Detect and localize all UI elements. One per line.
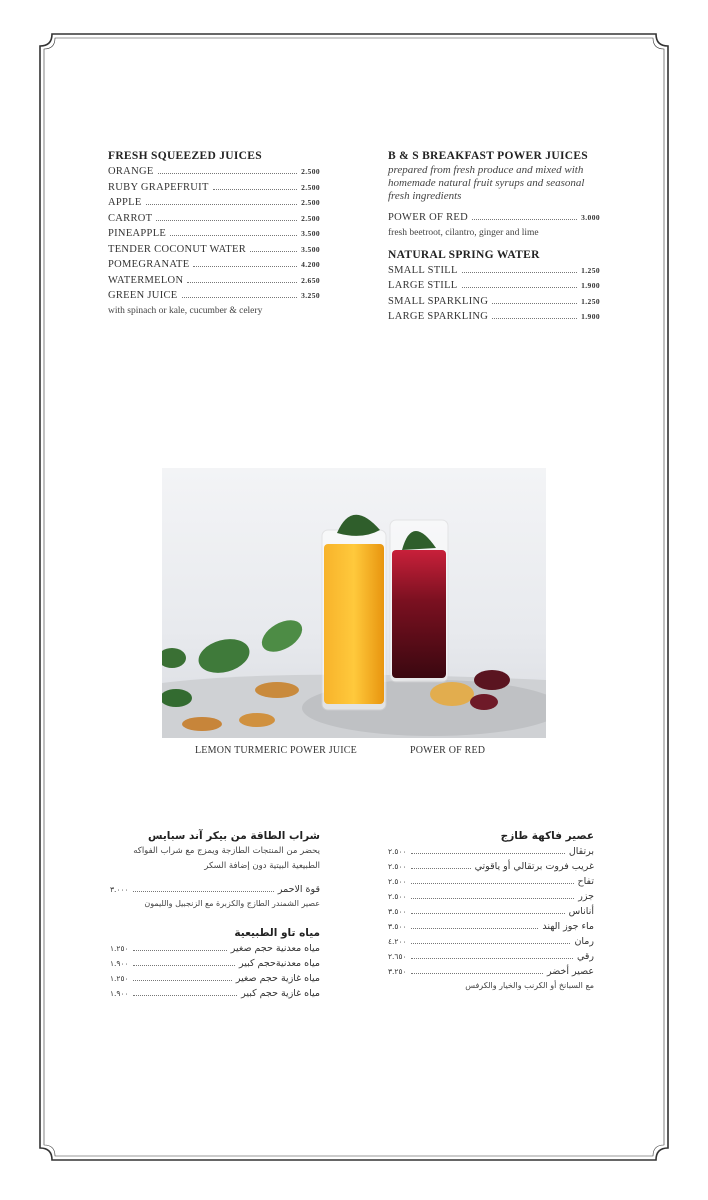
- menu-item-row: [388, 263, 600, 279]
- menu-item-row: [388, 210, 600, 226]
- menu-item-name: مياه معدنية حجم صغير: [230, 943, 320, 954]
- ar-power-of-red-note: عصير الشمندر الطازج والكزبرة مع الزنجبيل والليمون: [144, 899, 320, 908]
- menu-item-name: ماء جوز الهند: [542, 921, 594, 932]
- dot-leader: [462, 272, 577, 273]
- menu-item-row: [108, 164, 320, 180]
- menu-item-price: ٢.٦٥٠: [388, 952, 407, 961]
- ar-power-juices-title: شراب الطاقة من بيكر آند سبايس: [147, 830, 320, 842]
- menu-item-row: [108, 242, 320, 258]
- menu-item-row: [388, 904, 594, 919]
- dot-leader: [411, 868, 471, 869]
- menu-item-name: GREEN JUICE: [108, 290, 178, 301]
- dot-leader: [133, 980, 232, 981]
- menu-item-row: [388, 874, 594, 889]
- dot-leader: [133, 965, 236, 966]
- menu-item-price: ٢.٥٠٠: [388, 892, 407, 901]
- menu-item-row: [108, 195, 320, 211]
- dot-leader: [411, 958, 573, 959]
- menu-item-price: ٢.٥٠٠: [388, 847, 407, 856]
- ar-fresh-juices-list: [388, 844, 594, 979]
- ar-green-juice-note: مع السبانخ أو الكرنب والخيار والكرفس: [465, 981, 594, 990]
- ar-water-title: مياه تاو الطبيعية: [234, 927, 320, 939]
- menu-item-name: RUBY GRAPEFRUIT: [108, 181, 209, 193]
- menu-item-price: 2.500: [301, 213, 320, 223]
- dot-leader: [472, 219, 577, 220]
- menu-item-price: 1.250: [581, 265, 600, 275]
- menu-item-price: 1.900: [581, 312, 600, 321]
- menu-item-price: ٤.٢٠٠: [388, 937, 407, 946]
- menu-item-row: [108, 288, 320, 304]
- menu-item-row: [388, 278, 600, 294]
- ar-water-list: [110, 941, 320, 1001]
- menu-item-row: [110, 882, 320, 897]
- dot-leader: [492, 318, 577, 319]
- menu-item-price: 2.650: [301, 275, 320, 285]
- menu-item-row: [110, 956, 320, 971]
- menu-item-name: رمان: [574, 936, 594, 947]
- menu-item-row: [108, 211, 320, 227]
- en-power-juices-list: [388, 210, 600, 226]
- menu-item-name: جزر: [578, 891, 594, 902]
- menu-item-price: 2.500: [301, 198, 320, 207]
- menu-item-row: [110, 971, 320, 986]
- menu-item-name: قوة الاحمر: [277, 884, 320, 895]
- menu-item-name: تفاح: [577, 876, 594, 887]
- menu-item-row: [388, 934, 594, 949]
- menu-item-price: ١.٩٠٠: [110, 959, 129, 968]
- dot-leader: [462, 287, 578, 288]
- menu-item-price: ٣.٢٥٠: [388, 967, 407, 976]
- menu-item-price: 3.250: [301, 291, 320, 300]
- menu-item-row: [108, 257, 320, 273]
- dot-leader: [193, 266, 297, 267]
- menu-item-row: [388, 919, 594, 934]
- menu-item-name: أناناس: [568, 906, 594, 917]
- menu-item-row: [108, 180, 320, 196]
- dot-leader: [492, 303, 577, 304]
- dot-leader: [156, 220, 297, 221]
- dot-leader: [133, 950, 227, 951]
- menu-item-name: SMALL SPARKLING: [388, 295, 489, 307]
- menu-item-price: ٣.٠٠٠: [110, 885, 129, 894]
- ar-power-juices-subtitle: يحضر من المنتجات الطازجة ويمزج مع شراب الفواكه الطبيعية البيتية دون إضافة السكر: [133, 846, 320, 871]
- dot-leader: [411, 928, 539, 929]
- dot-leader: [411, 913, 565, 914]
- menu-item-name: APPLE: [108, 197, 142, 208]
- menu-item-price: ١.٩٠٠: [110, 989, 129, 998]
- dot-leader: [250, 251, 297, 252]
- dot-leader: [170, 235, 297, 236]
- menu-item-name: TENDER COCONUT WATER: [108, 243, 247, 255]
- ar-fresh-juices-section: [388, 830, 594, 993]
- menu-item-price: 1.250: [581, 296, 600, 306]
- menu-item-price: ٣.٥٠٠: [388, 922, 407, 931]
- dot-leader: [411, 943, 571, 944]
- menu-item-name: ORANGE: [108, 166, 154, 177]
- menu-item-name: عصير أخضر: [546, 966, 594, 977]
- menu-item-price: 3.500: [301, 244, 320, 254]
- menu-item-price: ٣.٥٠٠: [388, 907, 407, 916]
- dot-leader: [133, 891, 274, 892]
- dot-leader: [133, 995, 238, 996]
- menu-item-row: [110, 941, 320, 956]
- menu-item-name: برتقال: [568, 846, 594, 857]
- menu-item-price: ١.٢٥٠: [110, 974, 129, 983]
- menu-item-price: ١.٢٥٠: [110, 944, 129, 953]
- menu-item-price: ٢.٥٠٠: [388, 877, 407, 886]
- menu-item-name: SMALL STILL: [388, 264, 458, 276]
- menu-item-row: [388, 309, 600, 325]
- menu-item-name: PINEAPPLE: [108, 228, 167, 239]
- juice-photo: [162, 468, 546, 738]
- menu-item-name: LARGE SPARKLING: [388, 311, 489, 322]
- en-power-of-red-note: fresh beetroot, cilantro, ginger and lime: [388, 227, 539, 238]
- ar-fresh-juices-title: عصير فاكهة طازج: [500, 830, 594, 842]
- menu-item-price: 2.500: [301, 167, 320, 176]
- menu-item-row: [388, 949, 594, 964]
- menu-item-price: 3.500: [301, 229, 320, 238]
- photo-caption-lemon-turmeric: LEMON TURMERIC POWER JUICE: [195, 745, 357, 756]
- menu-item-row: [388, 844, 594, 859]
- menu-item-name: غريب فروت برتقالي أو ياقوتي: [474, 861, 594, 872]
- menu-item-price: 4.200: [301, 260, 320, 269]
- dot-leader: [411, 883, 574, 884]
- dot-leader: [411, 853, 565, 854]
- en-fresh-juices-section: [108, 150, 320, 318]
- en-water-list: [388, 263, 600, 325]
- menu-item-name: مياه غازية حجم كبير: [241, 988, 320, 999]
- menu-item-name: WATERMELON: [108, 274, 184, 286]
- en-fresh-juices-title: FRESH SQUEEZED JUICES: [108, 150, 262, 162]
- dot-leader: [187, 282, 297, 283]
- ar-power-juices-section: [110, 830, 320, 1001]
- dot-leader: [158, 173, 298, 174]
- menu-item-name: مياه معدنيةحجم كبير: [239, 958, 320, 969]
- en-power-juices-subtitle: prepared from fresh produce and mixed with homemade natural fruit syrups and seasonal fresh ingredients: [388, 164, 585, 202]
- menu-item-row: [110, 986, 320, 1001]
- menu-item-name: CARROT: [108, 212, 153, 224]
- menu-item-name: مياه غازية حجم صغير: [235, 973, 320, 984]
- menu-item-row: [388, 859, 594, 874]
- menu-item-name: رقي: [576, 951, 594, 962]
- en-power-juices-section: [388, 150, 600, 325]
- menu-item-row: [108, 273, 320, 289]
- menu-item-price: 1.900: [581, 281, 600, 290]
- en-water-title: NATURAL SPRING WATER: [388, 248, 540, 261]
- photo-caption-power-of-red: POWER OF RED: [410, 745, 486, 756]
- menu-item-row: [388, 889, 594, 904]
- menu-item-name: POWER OF RED: [388, 212, 469, 223]
- menu-item-row: [388, 964, 594, 979]
- menu-item-row: [388, 294, 600, 310]
- menu-item-row: [108, 226, 320, 242]
- dot-leader: [411, 898, 575, 899]
- menu-item-name: LARGE STILL: [388, 280, 458, 291]
- dot-leader: [213, 189, 297, 190]
- dot-leader: [146, 204, 298, 205]
- menu-item-name: POMEGRANATE: [108, 259, 190, 270]
- en-green-juice-note: with spinach or kale, cucumber & celery: [108, 305, 263, 316]
- en-power-juices-title: B & S BREAKFAST POWER JUICES: [388, 150, 588, 162]
- dot-leader: [411, 973, 543, 974]
- en-fresh-juices-list: [108, 164, 320, 304]
- menu-item-price: 3.000: [581, 213, 600, 222]
- menu-item-price: 2.500: [301, 182, 320, 192]
- dot-leader: [182, 297, 298, 298]
- menu-item-price: ٢.٥٠٠: [388, 862, 407, 871]
- ar-power-juices-list: [110, 882, 320, 897]
